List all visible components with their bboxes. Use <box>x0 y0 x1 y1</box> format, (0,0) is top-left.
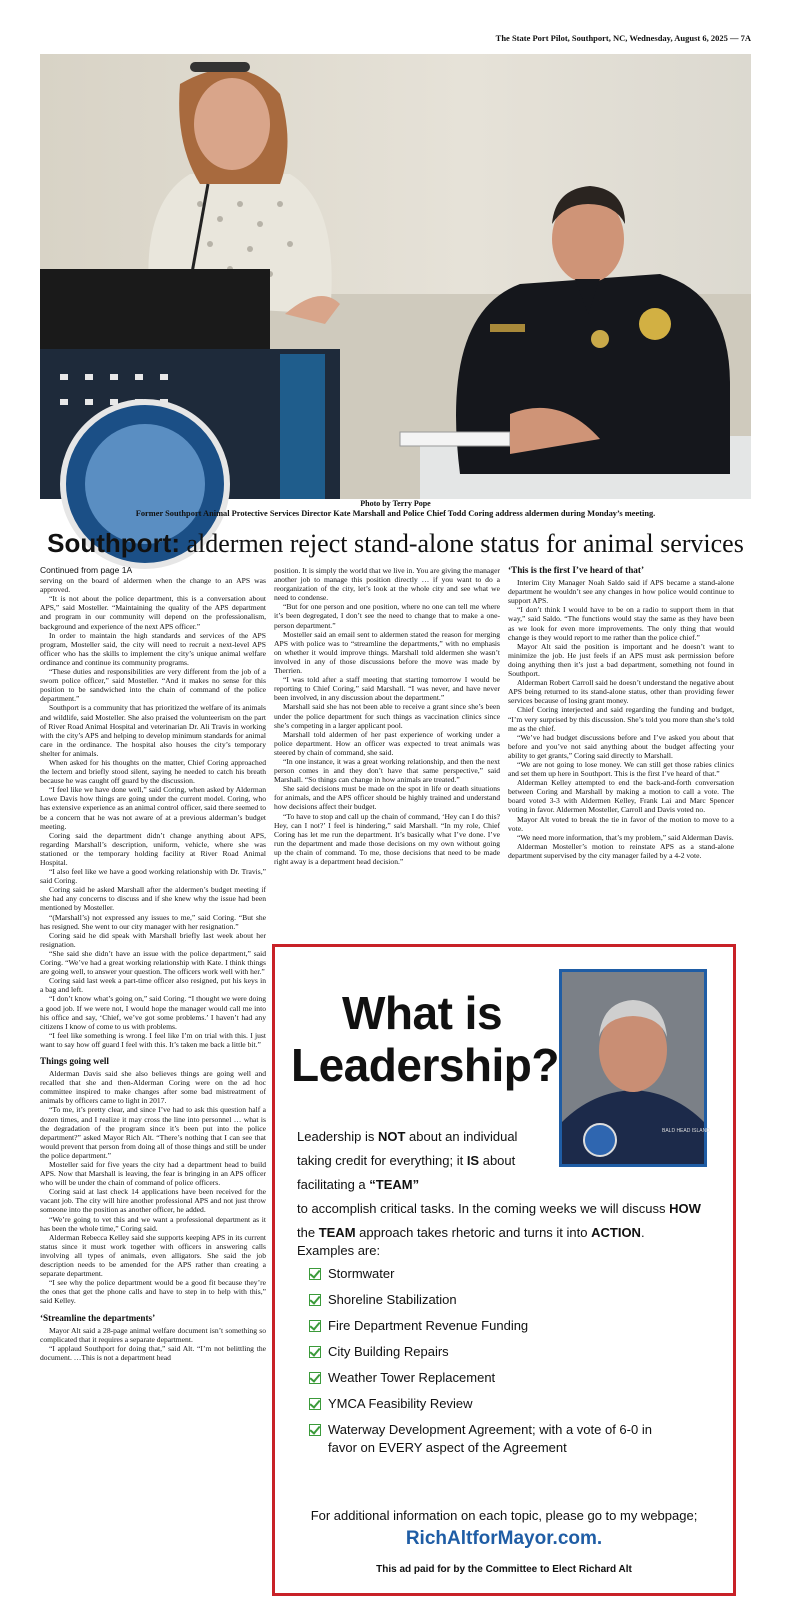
paragraph: “It is not about the police department, this is a conversation about APS,” said Mosteller. “Maintaining the quality of the APS department and program in our community will depend on the professionalism, background and experience of the next APS officer.” <box>40 594 266 631</box>
list-item <box>309 1395 678 1413</box>
paragraph: Coring said he did speak with Marshall briefly last week about her resignation. <box>40 930 266 949</box>
paragraph: Coring said he asked Marshall after the aldermen’s budget meeting if she had any concerns to discuss and if she knew why the issue had been mentioned by Mosteller. <box>40 885 266 913</box>
ad-emphasis: “TEAM” <box>369 1177 420 1192</box>
photo-credit: Photo by Terry Pope <box>360 499 431 508</box>
ad-info-text: For additional information on each topic, please go to my webpage; <box>310 1508 698 1523</box>
article-column-1 <box>40 566 266 1596</box>
ad-emphasis: NOT <box>377 1129 406 1144</box>
paragraph: In order to maintain the high standards and services of the APS program, Mosteller said, the city will need to recruit a next-level APS officer who has the skills to implement the city’s unique animal welfare ordinance and continue its community programs. <box>40 630 266 667</box>
ad-title-line1: What is <box>341 987 503 1039</box>
subhead-things-going-well: Things going well <box>40 1055 109 1066</box>
ad-title <box>291 987 560 1091</box>
paragraph: “She said she didn’t have an issue with the police department,” said Coring. “We’ve had a great working relationship with Kate. I think things are going well, to answer your question. The officers work well with her.” <box>40 948 266 977</box>
continued-note: Continued from page 1A <box>40 565 133 575</box>
checkbox-icon <box>309 1346 321 1358</box>
ad-emphasis: HOW <box>669 1201 701 1216</box>
paragraph: Alderman Mosteller’s motion to reinstate APS as a stand-alone department supervised by the city manager failed by a 4-2 vote. <box>508 841 734 860</box>
paragraph: “I feel like we have done well,” said Coring, when asked by Alderman Lowe Davis how things are going under the current model. Coring, who has extensive experience as an animal control officer, said there seemed to be a concern that he was not aware of at a previous alderman’s budget meeting. <box>40 785 267 831</box>
article-column-2 <box>274 566 500 924</box>
article-column-3 <box>508 566 734 934</box>
paragraph: “I also feel like we have a good working relationship with Dr. Travis,” said Coring. <box>40 867 266 886</box>
paragraph: She said decisions must be made on the spot in life or death situations for animals, and the APS officer should be highly trained and understand how decisions affect their budget. <box>274 784 500 812</box>
url-period: . <box>596 1528 603 1549</box>
paragraph: Mosteller said an email sent to aldermen stated the reason for merging APS with police was to “streamline the departments,” with no emphasis on whether it would improve things. Marshall told aldermen she wasn’t involved in any of those discussions before the move was made by Therrien. <box>274 629 500 676</box>
paragraph: “We need more information, that’s my problem,” said Alderman Davis. <box>517 832 734 842</box>
subhead-first-heard: ‘This is the first I’ve heard of that’ <box>508 565 645 575</box>
article-headline <box>40 528 751 559</box>
headline-kicker: Southport: <box>47 528 180 558</box>
paragraph: Southport is a community that has prioritized the welfare of its animals and wildlife, said Mosteller. She also praised the volunteerism on the part of River Road Animal Hospital and veterinarian Dr. Ali Travis in working with the city’s APS and helping to develop minimum standards for animal care in the ordinance. The hospital also houses the city’s temporary shelter for animals. <box>40 703 266 758</box>
checkbox-icon <box>309 1294 321 1306</box>
examples-list <box>309 1265 678 1465</box>
paragraph: “I see why the police department would be a good fit because they’re the ones that get the phone calls and have to step in to help with this,” said Kelley. <box>40 1278 266 1306</box>
paragraph: serving on the board of aldermen when the change to an APS was approved. <box>40 576 266 595</box>
paragraph: “I feel like something is wrong. I feel like I’m on trial with this. I just want to say how off guard I feel with this. It’s taken me back a little bit.” <box>40 1030 266 1049</box>
paragraph: Coring said the department didn’t change anything about APS, regarding Marshall’s description, uniform, vehicle, where she was stationed or the temporary holding facility at River Road Animal Hospital. <box>40 830 266 867</box>
paragraph: “To me, it’s pretty clear, and since I’ve had to ask this question half a dozen times, and I realize it may cross the line into personnel … what is the degradation of the program since it’s been put into the police department?” asked Mayor Rich Alt. “There’s nothing that I can see that would prevent that person from doing all of those things and still be under the police department.” <box>40 1105 266 1160</box>
paragraph: position. It is simply the world that we live in. You are giving the manager another job to manage this position directly … if you want to do a reorganization of the city, let’s look at the whole city and see what we need to condense. <box>274 566 500 603</box>
paragraph: When asked for his thoughts on the matter, Chief Coring approached the lectern and briefly stood silent, saying he needed to catch his breath because he was caught off guard by the discussion. <box>40 757 266 786</box>
paragraph: “I don’t think I would have to be on a radio to support them in that way,” said Saldo. “The functions would stay the same as they have been as we look for even more improvements. The only thing that would change is they would report to me rather than the police chief.” <box>508 605 734 642</box>
paragraph: Alderman Davis said she also believes things are going well and recalled that she and then-Alderman Coring were on the ad hoc committee inspired to make changes after some bad mistreatment of animals by officers came to light in 2017. <box>40 1069 266 1106</box>
portrait-badge-text: BALD HEAD ISLAND <box>662 1128 710 1134</box>
paragraph: Chief Coring interjected and said regarding the funding and budget, “I’m very surprised by this discussion. She’s told you more than she’s told me as the chief. <box>508 705 734 733</box>
ad-emphasis: ACTION <box>591 1225 641 1240</box>
ad-text-segment: . <box>640 1225 645 1240</box>
paragraph: Interim City Manager Noah Saldo said if APS became a stand-alone department he wouldn’t see any changes in how police would continue to support APS. <box>508 578 734 606</box>
paragraph: “(Marshall’s) not expressed any issues to me,” said Coring. “But she has resigned. She went to our city manager with her resignation.” <box>40 912 266 931</box>
ad-text-segment: approach takes rhetoric and turns it into <box>355 1225 592 1240</box>
list-item <box>309 1421 678 1457</box>
example-label: City Building Repairs <box>328 1344 449 1359</box>
example-label: YMCA Feasibility Review <box>328 1396 473 1411</box>
political-advertisement <box>272 944 736 1596</box>
list-item <box>309 1317 678 1335</box>
paragraph: Mayor Alt said the position is important and he doesn’t want to minimize the job. He just feels if an APS must ask permission before doing anything then it’s just a bad department, something not found in Southport. <box>508 641 734 679</box>
ad-title-line2: Leadership? <box>291 1039 560 1091</box>
checkbox-icon <box>309 1372 321 1384</box>
paragraph: Mosteller said for five years the city had a department head to build APS. Now that Marshall is leaving, the fear is bringing in an APS officer who will be under the chain of command of police officers. <box>40 1160 266 1188</box>
ad-emphasis: TEAM <box>318 1225 356 1240</box>
paragraph: “We are not going to lose money. We can still get those rabies clinics and set them up here in Southport. This is the first I’ve heard of that.” <box>508 759 734 779</box>
paid-for-disclaimer: This ad paid for by the Committee to Elect Richard Alt <box>376 1564 632 1575</box>
paragraph: “In one instance, it was a great working relationship, and then the next person comes in and they don’t have that same perspective,” said Marshall. “So things can change in how animals are treated.” <box>274 756 500 785</box>
paragraph: Coring said last week a part-time officer also resigned, put his keys in a bag and left. <box>40 976 266 995</box>
example-label: Waterway Development Agreement; with a vote of 6-0 in favor on EVERY aspect of the Agreement <box>328 1422 652 1455</box>
paragraph: “I was told after a staff meeting that starting tomorrow I would be reporting to Chief Coring,” said Marshall. “I was never, and have never been involved, in any discussion about the department.” <box>274 675 500 703</box>
news-photo <box>40 54 751 499</box>
paragraph: “These duties and responsibilities are very different from the job of a sworn police officer,” said Mosteller. “And it makes no sense for this position to be sandwiched into the chain of command of the police department.” <box>40 667 266 704</box>
example-label: Stormwater <box>328 1266 395 1281</box>
checkbox-icon <box>309 1320 321 1332</box>
paragraph: Coring said at last check 14 applications have been received for the vacant job. The city will hire another professional APS and not just throw someone into the position as another officer, he added. <box>40 1187 266 1215</box>
paragraph: Alderman Rebecca Kelley said she supports keeping APS in its current status since it must work together with officers in answering calls involving all types of animals, even alligators. She said the job description needs to be amended for the APS rather than creating a separate department. <box>40 1232 266 1279</box>
campaign-url[interactable]: RichAltforMayor.com <box>405 1528 597 1549</box>
photo-caption: Former Southport Animal Protective Services Director Kate Marshall and Police Chief Todd Coring address aldermen during Monday’s meeting. <box>135 509 656 518</box>
paragraph: Alderman Robert Carroll said he doesn’t understand the negative about APS being returned to its stand-alone status, other than providing fewer services because of losing grant money. <box>508 678 734 706</box>
checkbox-icon <box>309 1424 321 1436</box>
ad-body-text <box>297 1125 717 1245</box>
paragraph: Marshall said she has not been able to receive a grant since she’s been under the police department for such things as vaccination clinics since she’s competing in a larger applicant pool. <box>274 702 500 730</box>
subhead-streamline: ‘Streamline the departments’ <box>40 1312 156 1323</box>
ad-text-segment: Leadership is <box>297 1129 378 1144</box>
headline-text: aldermen reject stand-alone status for animal services <box>180 529 744 558</box>
list-item <box>309 1291 678 1309</box>
ad-body-wrap <box>297 1125 547 1197</box>
checkbox-icon <box>309 1398 321 1410</box>
page-folio: The State Port Pilot, Southport, NC, Wednesday, August 6, 2025 — 7A <box>495 33 751 43</box>
meeting-photo-illustration <box>40 54 751 499</box>
ad-text-segment: the <box>297 1225 319 1240</box>
paragraph: “I don’t know what’s going on,” said Coring. “I thought we were doing a good job. If we were not, I would hope the manager would call me into his office and say, ‘Chief, we’ve got some problems.’ I haven’t had any citizens I know of come to us with problems. <box>40 994 266 1031</box>
ad-text-segment: to accomplish critical tasks. In the coming weeks we will discuss <box>297 1201 670 1216</box>
paragraph: “I applaud Southport for doing that,” said Alt. “I’m not belittling the document. …This is not a department head <box>40 1343 266 1362</box>
paragraph: Marshall told aldermen of her past experience of working under a police department. How an officer was expected to treat animals was steered by chain of command, she said. <box>274 729 500 757</box>
paragraph: Mayor Alt voted to break the tie in favor of the motion to move to a vote. <box>508 814 734 833</box>
examples-title: Examples are: <box>297 1243 381 1258</box>
paragraph: “But for one person and one position, where no one can tell me where it’s been degregated, I don’t see the need to change that to make a one-person department.” <box>274 602 500 630</box>
paragraph: Mayor Alt said a 28-page animal welfare document isn’t something so complicated that it requires a separate department. <box>40 1325 266 1344</box>
ad-emphasis: IS <box>466 1153 480 1168</box>
example-label: Shoreline Stabilization <box>328 1292 457 1307</box>
list-item <box>309 1265 678 1283</box>
ad-text-segment: about an individual taking credit for everything; it <box>297 1129 518 1168</box>
campaign-website-link[interactable] <box>275 1528 733 1550</box>
example-label: Fire Department Revenue Funding <box>328 1318 529 1333</box>
paragraph: “To have to stop and call up the chain of command, ‘Hey can I do this? Hey, can I not?’ I feel is hindering,” said Marshall. “In my role, Chief Coring has let me run the department. It’s basically what I’ve done. I’ve run the department and made those decisions on my own without going up the chain of command. To me, those decisions that need to be made right away is a department head decision.” <box>274 811 500 866</box>
list-item <box>309 1343 678 1361</box>
checkbox-icon <box>309 1268 321 1280</box>
paragraph: Alderman Kelley attempted to end the back-and-forth conversation between Coring and Marshall by making a motion to call a vote. The board voted 3-3 with Aldermen Kelley, Frank Lai and Marc Spencer voting in favor. Aldermen Mosteller, Carroll and Davis voted no. <box>508 778 734 815</box>
paragraph: “We’re going to vet this and we want a professional department as it has been the whole time,” Coring said. <box>40 1214 266 1233</box>
list-item <box>309 1369 678 1387</box>
paragraph: “We’ve had budget discussions before and I’ve asked you about that before and you’ve not said anything about the budget affecting your ability to get grants,” Coring said directly to Marshall. <box>508 732 734 760</box>
ad-text-segment: about facilitating a <box>297 1153 516 1192</box>
example-label: Weather Tower Replacement <box>328 1370 496 1385</box>
